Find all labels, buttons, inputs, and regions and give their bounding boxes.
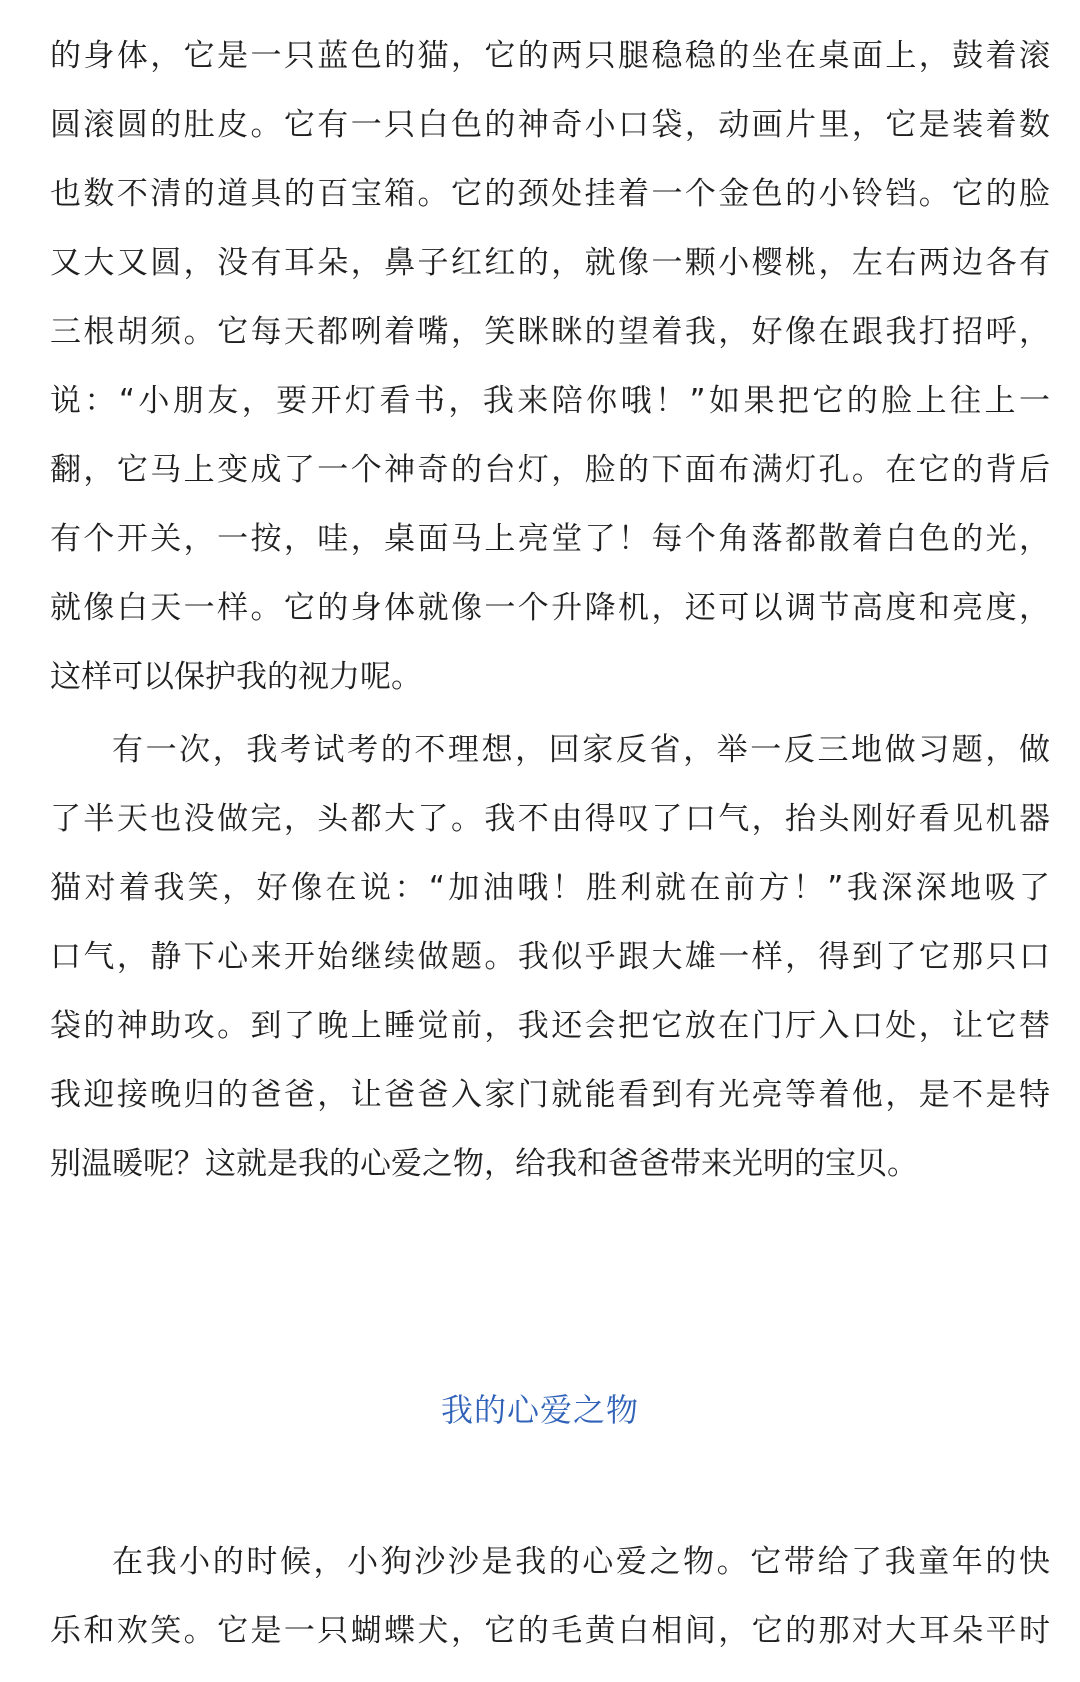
paragraph-line: 又大又圆，没有耳朵，鼻子红红的，就像一颗小樱桃，左右两边各有	[50, 245, 1050, 281]
paragraph-line: 翻，它马上变成了一个神奇的台灯，脸的下面布满灯孔。在它的背后	[50, 452, 1050, 488]
paragraph-line: 三根胡须。它每天都咧着嘴，笑眯眯的望着我，好像在跟我打招呼，	[50, 314, 1050, 350]
paragraph-line: 也数不清的道具的百宝箱。它的颈处挂着一个金色的小铃铛。它的脸	[50, 176, 1050, 212]
paragraph-line: 这样可以保护我的视力呢。	[50, 659, 422, 695]
paragraph-line: 的身体，它是一只蓝色的猫，它的两只腿稳稳的坐在桌面上，鼓着滚	[50, 38, 1050, 74]
paragraph-line: 有一次，我考试考的不理想，回家反省，举一反三地做习题，做	[112, 732, 1050, 768]
paragraph-line: 有个开关，一按，哇，桌面马上亮堂了！每个角落都散着白色的光，	[50, 521, 1050, 557]
section-heading: 我的心爱之物	[440, 1391, 639, 1429]
paragraph-line: 就像白天一样。它的身体就像一个升降机，还可以调节高度和亮度，	[50, 590, 1050, 626]
paragraph-line: 说：“小朋友，要开灯看书，我来陪你哦！”如果把它的脸上往上一	[50, 383, 1050, 419]
paragraph-line: 我迎接晚归的爸爸，让爸爸入家门就能看到有光亮等着他，是不是特	[50, 1077, 1050, 1113]
paragraph-line: 袋的神助攻。到了晚上睡觉前，我还会把它放在门厅入口处，让它替	[50, 1008, 1050, 1044]
paragraph-line: 了半天也没做完，头都大了。我不由得叹了口气，抬头刚好看见机器	[50, 801, 1050, 837]
paragraph-line: 别温暖呢？这就是我的心爱之物，给我和爸爸带来光明的宝贝。	[50, 1146, 918, 1182]
paragraph-line: 在我小的时候，小狗沙沙是我的心爱之物。它带给了我童年的快	[112, 1544, 1050, 1580]
paragraph-line: 口气，静下心来开始继续做题。我似乎跟大雄一样，得到了它那只口	[50, 939, 1050, 975]
paragraph-line: 猫对着我笑，好像在说：“加油哦！胜利就在前方！”我深深地吸了	[50, 870, 1050, 906]
paragraph-line: 乐和欢笑。它是一只蝴蝶犬，它的毛黄白相间，它的那对大耳朵平时	[50, 1613, 1050, 1649]
paragraph-line: 圆滚圆的肚皮。它有一只白色的神奇小口袋，动画片里，它是装着数	[50, 107, 1050, 143]
